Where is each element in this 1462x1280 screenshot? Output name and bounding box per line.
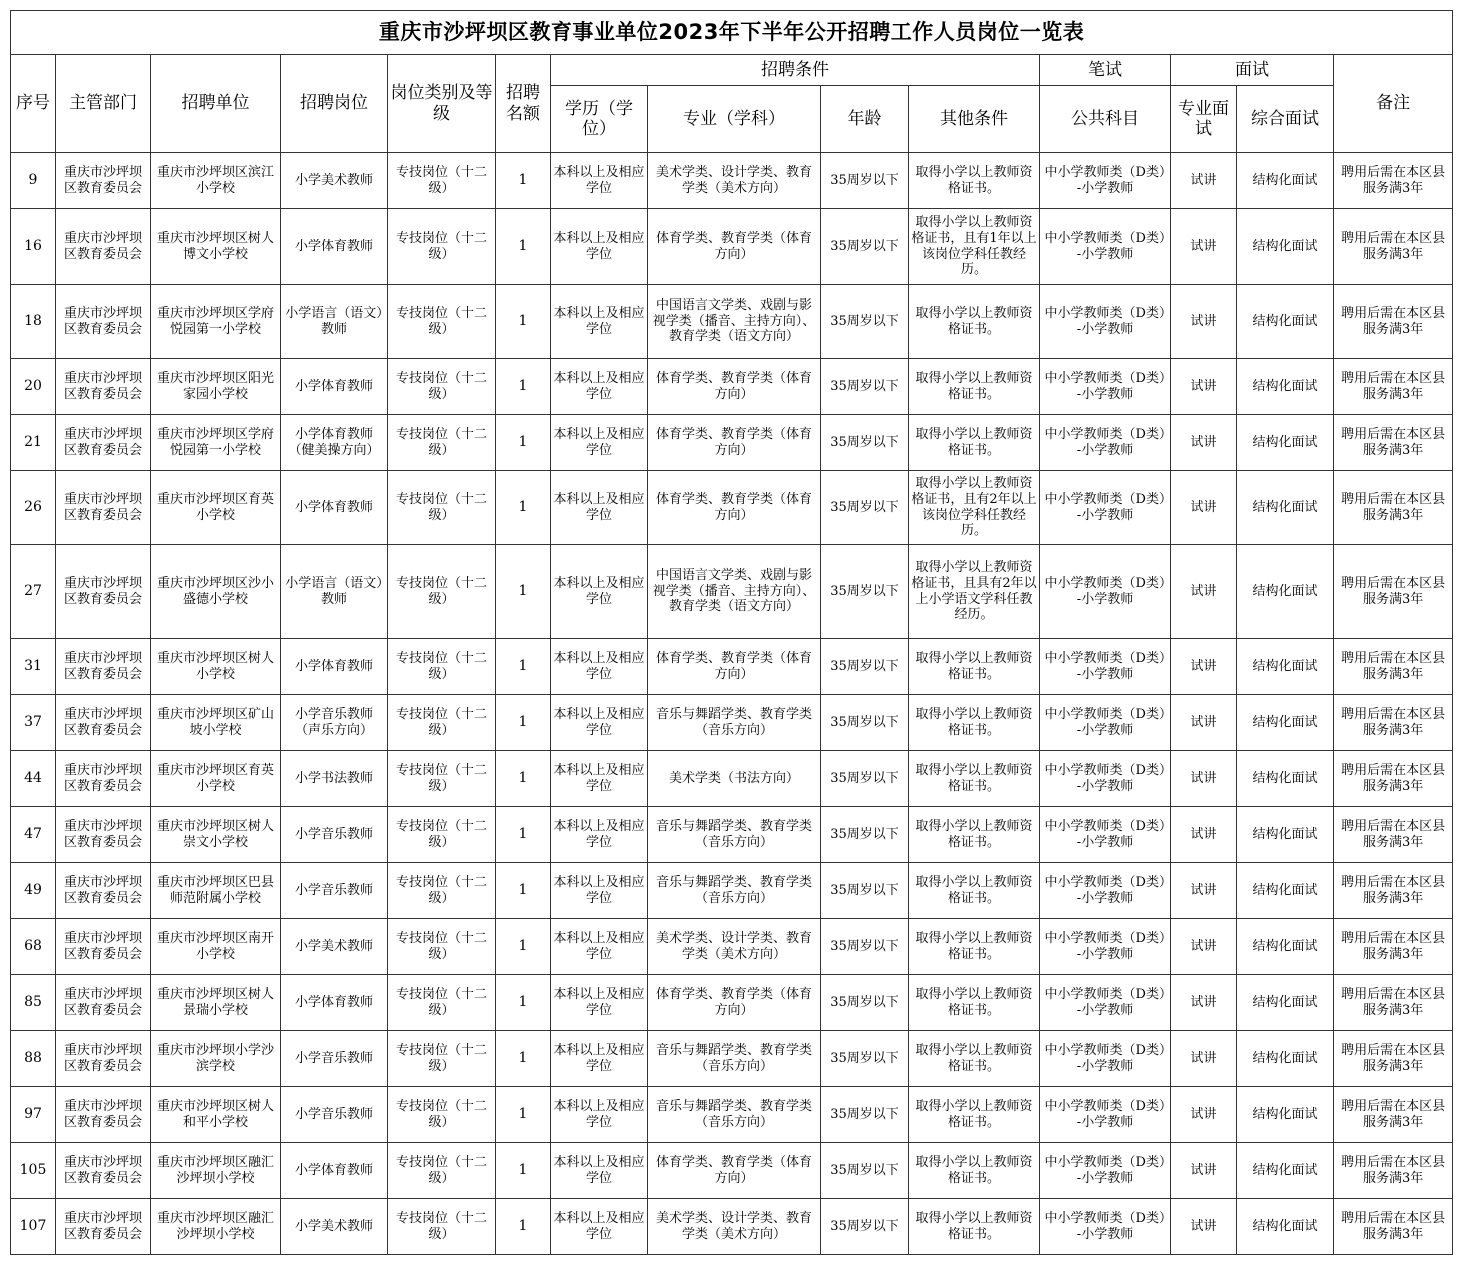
cell-education: 本科以上及相应学位	[551, 863, 648, 919]
cell-quota: 1	[496, 471, 551, 545]
cell-pro-interview: 试讲	[1171, 1143, 1237, 1199]
header-post: 招聘岗位	[281, 55, 388, 153]
cell-other: 取得小学以上教师资格证书。	[909, 359, 1040, 415]
cell-general-interview: 结构化面试	[1237, 1087, 1334, 1143]
cell-other: 取得小学以上教师资格证书。	[909, 1087, 1040, 1143]
page-title: 重庆市沙坪坝区教育事业单位2023年下半年公开招聘工作人员岗位一览表	[11, 11, 1453, 55]
cell-education: 本科以上及相应学位	[551, 153, 648, 209]
header-age: 年龄	[821, 86, 909, 153]
cell-other: 取得小学以上教师资格证书。	[909, 863, 1040, 919]
cell-remark: 聘用后需在本区县服务满3年	[1334, 807, 1453, 863]
header-dept: 主管部门	[56, 55, 151, 153]
cell-post: 小学音乐教师（声乐方向）	[281, 695, 388, 751]
cell-general-interview: 结构化面试	[1237, 975, 1334, 1031]
cell-age: 35周岁以下	[821, 863, 909, 919]
cell-major: 体育学类、教育学类（体育方向）	[648, 1143, 821, 1199]
cell-other: 取得小学以上教师资格证书。	[909, 919, 1040, 975]
cell-quota: 1	[496, 209, 551, 285]
cell-general-interview: 结构化面试	[1237, 285, 1334, 359]
cell-public-subject: 中小学教师类（D类）-小学教师	[1040, 1199, 1171, 1255]
cell-dept: 重庆市沙坪坝区教育委员会	[56, 751, 151, 807]
cell-major: 美术学类、设计学类、教育学类（美术方向）	[648, 1199, 821, 1255]
header-other: 其他条件	[909, 86, 1040, 153]
cell-dept: 重庆市沙坪坝区教育委员会	[56, 639, 151, 695]
cell-other: 取得小学以上教师资格证书，且具有2年以上小学语文学科任教经历。	[909, 545, 1040, 639]
cell-post: 小学音乐教师	[281, 1087, 388, 1143]
cell-other: 取得小学以上教师资格证书。	[909, 1199, 1040, 1255]
cell-seq: 26	[11, 471, 56, 545]
cell-post: 小学体育教师	[281, 975, 388, 1031]
cell-unit: 重庆市沙坪坝区沙小盛德小学校	[151, 545, 281, 639]
cell-other: 取得小学以上教师资格证书。	[909, 153, 1040, 209]
cell-general-interview: 结构化面试	[1237, 359, 1334, 415]
table-row	[11, 153, 1453, 209]
cell-other: 取得小学以上教师资格证书。	[909, 751, 1040, 807]
cell-pro-interview: 试讲	[1171, 807, 1237, 863]
cell-pro-interview: 试讲	[1171, 1199, 1237, 1255]
cell-major: 体育学类、教育学类（体育方向）	[648, 359, 821, 415]
cell-general-interview: 结构化面试	[1237, 639, 1334, 695]
table-row	[11, 1031, 1453, 1087]
cell-education: 本科以上及相应学位	[551, 545, 648, 639]
header-pro-interview: 专业面试	[1171, 86, 1237, 153]
cell-unit: 重庆市沙坪坝区树人博文小学校	[151, 209, 281, 285]
cell-pro-interview: 试讲	[1171, 153, 1237, 209]
cell-age: 35周岁以下	[821, 1199, 909, 1255]
table-row	[11, 209, 1453, 285]
cell-remark: 聘用后需在本区县服务满3年	[1334, 471, 1453, 545]
cell-dept: 重庆市沙坪坝区教育委员会	[56, 807, 151, 863]
cell-seq: 85	[11, 975, 56, 1031]
cell-other: 取得小学以上教师资格证书。	[909, 285, 1040, 359]
cell-post: 小学美术教师	[281, 1199, 388, 1255]
cell-pro-interview: 试讲	[1171, 751, 1237, 807]
cell-post: 小学书法教师	[281, 751, 388, 807]
cell-general-interview: 结构化面试	[1237, 545, 1334, 639]
cell-other: 取得小学以上教师资格证书。	[909, 1143, 1040, 1199]
cell-post: 小学音乐教师	[281, 807, 388, 863]
cell-pro-interview: 试讲	[1171, 209, 1237, 285]
cell-category: 专技岗位（十二级）	[388, 1143, 496, 1199]
cell-general-interview: 结构化面试	[1237, 471, 1334, 545]
cell-category: 专技岗位（十二级）	[388, 695, 496, 751]
cell-category: 专技岗位（十二级）	[388, 153, 496, 209]
cell-post: 小学体育教师	[281, 639, 388, 695]
cell-category: 专技岗位（十二级）	[388, 1031, 496, 1087]
cell-seq: 49	[11, 863, 56, 919]
cell-seq: 9	[11, 153, 56, 209]
cell-education: 本科以上及相应学位	[551, 695, 648, 751]
cell-general-interview: 结构化面试	[1237, 415, 1334, 471]
cell-remark: 聘用后需在本区县服务满3年	[1334, 1031, 1453, 1087]
cell-dept: 重庆市沙坪坝区教育委员会	[56, 471, 151, 545]
header-category: 岗位类别及等级	[388, 55, 496, 153]
cell-education: 本科以上及相应学位	[551, 471, 648, 545]
cell-public-subject: 中小学教师类（D类）-小学教师	[1040, 919, 1171, 975]
cell-age: 35周岁以下	[821, 209, 909, 285]
cell-post: 小学音乐教师	[281, 1031, 388, 1087]
cell-remark: 聘用后需在本区县服务满3年	[1334, 209, 1453, 285]
cell-remark: 聘用后需在本区县服务满3年	[1334, 919, 1453, 975]
cell-seq: 37	[11, 695, 56, 751]
cell-remark: 聘用后需在本区县服务满3年	[1334, 285, 1453, 359]
cell-public-subject: 中小学教师类（D类）-小学教师	[1040, 545, 1171, 639]
cell-remark: 聘用后需在本区县服务满3年	[1334, 1143, 1453, 1199]
header-interview: 面试	[1171, 55, 1334, 86]
cell-age: 35周岁以下	[821, 1087, 909, 1143]
cell-seq: 21	[11, 415, 56, 471]
recruitment-table	[10, 10, 1453, 1255]
table-row	[11, 359, 1453, 415]
header-major: 专业（学科）	[648, 86, 821, 153]
cell-remark: 聘用后需在本区县服务满3年	[1334, 863, 1453, 919]
cell-pro-interview: 试讲	[1171, 1087, 1237, 1143]
cell-major: 体育学类、教育学类（体育方向）	[648, 209, 821, 285]
cell-general-interview: 结构化面试	[1237, 807, 1334, 863]
cell-dept: 重庆市沙坪坝区教育委员会	[56, 359, 151, 415]
cell-seq: 31	[11, 639, 56, 695]
cell-public-subject: 中小学教师类（D类）-小学教师	[1040, 751, 1171, 807]
cell-public-subject: 中小学教师类（D类）-小学教师	[1040, 415, 1171, 471]
cell-dept: 重庆市沙坪坝区教育委员会	[56, 1143, 151, 1199]
cell-remark: 聘用后需在本区县服务满3年	[1334, 751, 1453, 807]
cell-major: 体育学类、教育学类（体育方向）	[648, 975, 821, 1031]
cell-remark: 聘用后需在本区县服务满3年	[1334, 639, 1453, 695]
cell-other: 取得小学以上教师资格证书。	[909, 807, 1040, 863]
header-education: 学历（学位）	[551, 86, 648, 153]
cell-dept: 重庆市沙坪坝区教育委员会	[56, 545, 151, 639]
cell-major: 音乐与舞蹈学类、教育学类（音乐方向）	[648, 863, 821, 919]
cell-public-subject: 中小学教师类（D类）-小学教师	[1040, 1087, 1171, 1143]
cell-age: 35周岁以下	[821, 285, 909, 359]
cell-quota: 1	[496, 545, 551, 639]
cell-general-interview: 结构化面试	[1237, 1199, 1334, 1255]
cell-category: 专技岗位（十二级）	[388, 975, 496, 1031]
cell-public-subject: 中小学教师类（D类）-小学教师	[1040, 975, 1171, 1031]
cell-education: 本科以上及相应学位	[551, 1031, 648, 1087]
cell-major: 体育学类、教育学类（体育方向）	[648, 471, 821, 545]
cell-pro-interview: 试讲	[1171, 695, 1237, 751]
cell-pro-interview: 试讲	[1171, 545, 1237, 639]
cell-major: 美术学类（书法方向）	[648, 751, 821, 807]
cell-category: 专技岗位（十二级）	[388, 359, 496, 415]
header-conditions: 招聘条件	[551, 55, 1040, 86]
cell-major: 中国语言文学类、戏剧与影视学类（播音、主持方向）、教育学类（语文方向）	[648, 285, 821, 359]
table-row	[11, 975, 1453, 1031]
cell-age: 35周岁以下	[821, 807, 909, 863]
header-quota: 招聘名额	[496, 55, 551, 153]
cell-other: 取得小学以上教师资格证书。	[909, 415, 1040, 471]
cell-remark: 聘用后需在本区县服务满3年	[1334, 975, 1453, 1031]
cell-major: 音乐与舞蹈学类、教育学类（音乐方向）	[648, 807, 821, 863]
cell-other: 取得小学以上教师资格证书。	[909, 695, 1040, 751]
header-remark: 备注	[1334, 55, 1453, 153]
cell-seq: 27	[11, 545, 56, 639]
cell-post: 小学体育教师	[281, 209, 388, 285]
header-unit: 招聘单位	[151, 55, 281, 153]
cell-age: 35周岁以下	[821, 153, 909, 209]
table-row	[11, 1199, 1453, 1255]
cell-major: 美术学类、设计学类、教育学类（美术方向）	[648, 153, 821, 209]
cell-unit: 重庆市沙坪坝区融汇沙坪坝小学校	[151, 1199, 281, 1255]
table-row	[11, 751, 1453, 807]
cell-unit: 重庆市沙坪坝区滨江小学校	[151, 153, 281, 209]
table-row	[11, 471, 1453, 545]
cell-seq: 16	[11, 209, 56, 285]
cell-quota: 1	[496, 285, 551, 359]
table-row	[11, 1143, 1453, 1199]
cell-education: 本科以上及相应学位	[551, 1143, 648, 1199]
cell-dept: 重庆市沙坪坝区教育委员会	[56, 1199, 151, 1255]
cell-dept: 重庆市沙坪坝区教育委员会	[56, 919, 151, 975]
cell-post: 小学体育教师（健美操方向）	[281, 415, 388, 471]
cell-pro-interview: 试讲	[1171, 639, 1237, 695]
cell-public-subject: 中小学教师类（D类）-小学教师	[1040, 285, 1171, 359]
cell-quota: 1	[496, 1199, 551, 1255]
cell-pro-interview: 试讲	[1171, 359, 1237, 415]
cell-education: 本科以上及相应学位	[551, 807, 648, 863]
cell-pro-interview: 试讲	[1171, 1031, 1237, 1087]
cell-public-subject: 中小学教师类（D类）-小学教师	[1040, 807, 1171, 863]
cell-major: 中国语言文学类、戏剧与影视学类（播音、主持方向）、教育学类（语文方向）	[648, 545, 821, 639]
cell-dept: 重庆市沙坪坝区教育委员会	[56, 1087, 151, 1143]
cell-dept: 重庆市沙坪坝区教育委员会	[56, 285, 151, 359]
cell-pro-interview: 试讲	[1171, 415, 1237, 471]
cell-unit: 重庆市沙坪坝区学府悦园第一小学校	[151, 415, 281, 471]
cell-quota: 1	[496, 1087, 551, 1143]
cell-unit: 重庆市沙坪坝区树人崇文小学校	[151, 807, 281, 863]
cell-seq: 20	[11, 359, 56, 415]
cell-post: 小学美术教师	[281, 153, 388, 209]
cell-general-interview: 结构化面试	[1237, 919, 1334, 975]
cell-seq: 47	[11, 807, 56, 863]
cell-pro-interview: 试讲	[1171, 975, 1237, 1031]
cell-quota: 1	[496, 919, 551, 975]
cell-quota: 1	[496, 639, 551, 695]
cell-general-interview: 结构化面试	[1237, 1031, 1334, 1087]
cell-category: 专技岗位（十二级）	[388, 471, 496, 545]
cell-unit: 重庆市沙坪坝区矿山坡小学校	[151, 695, 281, 751]
cell-category: 专技岗位（十二级）	[388, 751, 496, 807]
cell-unit: 重庆市沙坪坝区育英小学校	[151, 471, 281, 545]
cell-age: 35周岁以下	[821, 975, 909, 1031]
cell-quota: 1	[496, 1143, 551, 1199]
cell-major: 音乐与舞蹈学类、教育学类（音乐方向）	[648, 695, 821, 751]
cell-seq: 88	[11, 1031, 56, 1087]
cell-education: 本科以上及相应学位	[551, 975, 648, 1031]
cell-post: 小学语言（语文）教师	[281, 285, 388, 359]
cell-quota: 1	[496, 751, 551, 807]
cell-public-subject: 中小学教师类（D类）-小学教师	[1040, 359, 1171, 415]
header-general-interview: 综合面试	[1237, 86, 1334, 153]
cell-quota: 1	[496, 863, 551, 919]
table-body	[11, 153, 1453, 1255]
table-row	[11, 695, 1453, 751]
cell-age: 35周岁以下	[821, 695, 909, 751]
cell-category: 专技岗位（十二级）	[388, 863, 496, 919]
cell-category: 专技岗位（十二级）	[388, 545, 496, 639]
cell-remark: 聘用后需在本区县服务满3年	[1334, 695, 1453, 751]
cell-quota: 1	[496, 975, 551, 1031]
cell-unit: 重庆市沙坪坝区学府悦园第一小学校	[151, 285, 281, 359]
cell-age: 35周岁以下	[821, 359, 909, 415]
cell-other: 取得小学以上教师资格证书。	[909, 1031, 1040, 1087]
cell-education: 本科以上及相应学位	[551, 359, 648, 415]
cell-major: 音乐与舞蹈学类、教育学类（音乐方向）	[648, 1031, 821, 1087]
cell-unit: 重庆市沙坪坝小学沙滨学校	[151, 1031, 281, 1087]
cell-age: 35周岁以下	[821, 1031, 909, 1087]
cell-public-subject: 中小学教师类（D类）-小学教师	[1040, 863, 1171, 919]
cell-remark: 聘用后需在本区县服务满3年	[1334, 153, 1453, 209]
cell-unit: 重庆市沙坪坝区树人小学校	[151, 639, 281, 695]
cell-public-subject: 中小学教师类（D类）-小学教师	[1040, 471, 1171, 545]
cell-post: 小学体育教师	[281, 471, 388, 545]
cell-education: 本科以上及相应学位	[551, 1087, 648, 1143]
cell-education: 本科以上及相应学位	[551, 639, 648, 695]
cell-category: 专技岗位（十二级）	[388, 209, 496, 285]
table-row	[11, 807, 1453, 863]
cell-remark: 聘用后需在本区县服务满3年	[1334, 415, 1453, 471]
cell-public-subject: 中小学教师类（D类）-小学教师	[1040, 209, 1171, 285]
cell-category: 专技岗位（十二级）	[388, 1087, 496, 1143]
cell-quota: 1	[496, 415, 551, 471]
cell-general-interview: 结构化面试	[1237, 153, 1334, 209]
cell-pro-interview: 试讲	[1171, 919, 1237, 975]
cell-major: 体育学类、教育学类（体育方向）	[648, 639, 821, 695]
cell-age: 35周岁以下	[821, 639, 909, 695]
cell-age: 35周岁以下	[821, 415, 909, 471]
cell-education: 本科以上及相应学位	[551, 919, 648, 975]
cell-dept: 重庆市沙坪坝区教育委员会	[56, 415, 151, 471]
cell-quota: 1	[496, 1031, 551, 1087]
cell-general-interview: 结构化面试	[1237, 751, 1334, 807]
header-public-subject: 公共科目	[1040, 86, 1171, 153]
cell-remark: 聘用后需在本区县服务满3年	[1334, 1087, 1453, 1143]
cell-dept: 重庆市沙坪坝区教育委员会	[56, 863, 151, 919]
cell-other: 取得小学以上教师资格证书，且有1年以上该岗位学科任教经历。	[909, 209, 1040, 285]
cell-other: 取得小学以上教师资格证书。	[909, 975, 1040, 1031]
cell-seq: 107	[11, 1199, 56, 1255]
cell-age: 35周岁以下	[821, 545, 909, 639]
cell-category: 专技岗位（十二级）	[388, 285, 496, 359]
cell-major: 体育学类、教育学类（体育方向）	[648, 415, 821, 471]
cell-other: 取得小学以上教师资格证书。	[909, 639, 1040, 695]
cell-pro-interview: 试讲	[1171, 285, 1237, 359]
cell-remark: 聘用后需在本区县服务满3年	[1334, 545, 1453, 639]
cell-public-subject: 中小学教师类（D类）-小学教师	[1040, 1031, 1171, 1087]
cell-age: 35周岁以下	[821, 471, 909, 545]
cell-general-interview: 结构化面试	[1237, 1143, 1334, 1199]
cell-unit: 重庆市沙坪坝区阳光家园小学校	[151, 359, 281, 415]
table-row	[11, 545, 1453, 639]
cell-post: 小学美术教师	[281, 919, 388, 975]
cell-category: 专技岗位（十二级）	[388, 919, 496, 975]
cell-unit: 重庆市沙坪坝区树人景瑞小学校	[151, 975, 281, 1031]
cell-category: 专技岗位（十二级）	[388, 639, 496, 695]
cell-public-subject: 中小学教师类（D类）-小学教师	[1040, 639, 1171, 695]
cell-remark: 聘用后需在本区县服务满3年	[1334, 359, 1453, 415]
table-row	[11, 1087, 1453, 1143]
cell-unit: 重庆市沙坪坝区育英小学校	[151, 751, 281, 807]
cell-remark: 聘用后需在本区县服务满3年	[1334, 1199, 1453, 1255]
cell-age: 35周岁以下	[821, 1143, 909, 1199]
cell-general-interview: 结构化面试	[1237, 863, 1334, 919]
cell-post: 小学体育教师	[281, 359, 388, 415]
cell-unit: 重庆市沙坪坝区巴县师范附属小学校	[151, 863, 281, 919]
cell-category: 专技岗位（十二级）	[388, 807, 496, 863]
cell-seq: 68	[11, 919, 56, 975]
header-written: 笔试	[1040, 55, 1171, 86]
cell-category: 专技岗位（十二级）	[388, 415, 496, 471]
cell-pro-interview: 试讲	[1171, 863, 1237, 919]
cell-dept: 重庆市沙坪坝区教育委员会	[56, 695, 151, 751]
cell-dept: 重庆市沙坪坝区教育委员会	[56, 1031, 151, 1087]
cell-education: 本科以上及相应学位	[551, 415, 648, 471]
header-seq: 序号	[11, 55, 56, 153]
cell-seq: 18	[11, 285, 56, 359]
cell-education: 本科以上及相应学位	[551, 1199, 648, 1255]
cell-seq: 44	[11, 751, 56, 807]
cell-other: 取得小学以上教师资格证书，且有2年以上该岗位学科任教经历。	[909, 471, 1040, 545]
cell-age: 35周岁以下	[821, 919, 909, 975]
cell-dept: 重庆市沙坪坝区教育委员会	[56, 209, 151, 285]
cell-major: 音乐与舞蹈学类、教育学类（音乐方向）	[648, 1087, 821, 1143]
cell-category: 专技岗位（十二级）	[388, 1199, 496, 1255]
cell-public-subject: 中小学教师类（D类）-小学教师	[1040, 153, 1171, 209]
table-row	[11, 863, 1453, 919]
cell-education: 本科以上及相应学位	[551, 285, 648, 359]
table-row	[11, 285, 1453, 359]
cell-quota: 1	[496, 153, 551, 209]
cell-unit: 重庆市沙坪坝区树人和平小学校	[151, 1087, 281, 1143]
recruitment-table-sheet	[10, 10, 1452, 1255]
cell-quota: 1	[496, 359, 551, 415]
table-row	[11, 415, 1453, 471]
cell-education: 本科以上及相应学位	[551, 209, 648, 285]
cell-education: 本科以上及相应学位	[551, 751, 648, 807]
cell-dept: 重庆市沙坪坝区教育委员会	[56, 153, 151, 209]
table-row	[11, 639, 1453, 695]
cell-seq: 105	[11, 1143, 56, 1199]
cell-unit: 重庆市沙坪坝区南开小学校	[151, 919, 281, 975]
cell-post: 小学体育教师	[281, 1143, 388, 1199]
cell-general-interview: 结构化面试	[1237, 695, 1334, 751]
cell-general-interview: 结构化面试	[1237, 209, 1334, 285]
cell-major: 美术学类、设计学类、教育学类（美术方向）	[648, 919, 821, 975]
cell-public-subject: 中小学教师类（D类）-小学教师	[1040, 695, 1171, 751]
cell-public-subject: 中小学教师类（D类）-小学教师	[1040, 1143, 1171, 1199]
cell-post: 小学语言（语文）教师	[281, 545, 388, 639]
cell-post: 小学音乐教师	[281, 863, 388, 919]
cell-pro-interview: 试讲	[1171, 471, 1237, 545]
cell-quota: 1	[496, 695, 551, 751]
table-row	[11, 919, 1453, 975]
cell-quota: 1	[496, 807, 551, 863]
cell-dept: 重庆市沙坪坝区教育委员会	[56, 975, 151, 1031]
cell-seq: 97	[11, 1087, 56, 1143]
cell-unit: 重庆市沙坪坝区融汇沙坪坝小学校	[151, 1143, 281, 1199]
cell-age: 35周岁以下	[821, 751, 909, 807]
